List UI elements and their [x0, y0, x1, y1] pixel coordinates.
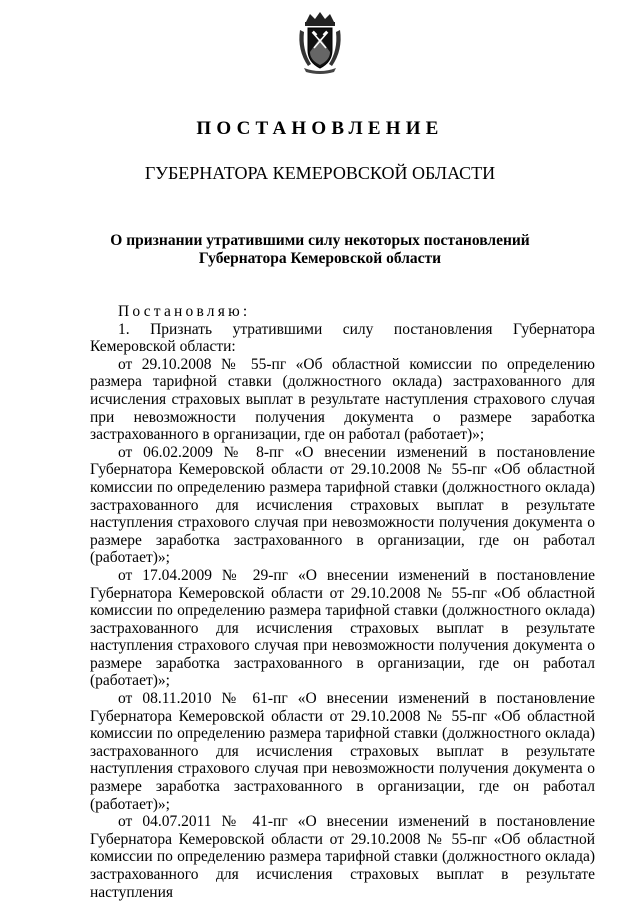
- decree-word: Постановляю:: [118, 303, 251, 320]
- coat-of-arms-icon: [296, 12, 344, 74]
- heading-line-2: Губернатора Кемеровской области: [198, 250, 442, 267]
- document-heading: [0, 232, 640, 268]
- paragraph-5: от 08.11.2010 № 61-пг «О внесении изменений в постановление Губернатора Кемеровской области от 29.10.2008 № 55-пг «Об областной комиссии по определению размера тарифной ставки (должностного оклада) застрахованного для исчисления страховых выплат в результате наступления страхового случая при невозможности получения документа о размере заработка застрахованного в организации, где он работал (работает)»;: [90, 690, 595, 813]
- document-body: [90, 303, 595, 901]
- paragraph-4: от 17.04.2009 № 29-пг «О внесении изменений в постановление Губернатора Кемеровской области от 29.10.2008 № 55-пг «Об областной комиссии по определению размера тарифной ставки (должностного оклада) застрахованного для исчисления страховых выплат в результате наступления страхового случая при невозможности получения документа о размере заработка застрахованного в организации, где он работал (работает)»;: [90, 566, 595, 690]
- document-title: ПОСТАНОВЛЕНИЕ: [196, 118, 444, 139]
- paragraph-2: от 29.10.2008 № 55-пг «Об областной комиссии по определению размера тарифной ставки (должностного оклада) застрахованного для исчисления страховых выплат в результате наступления страхового случая при невозможности получения документа о размере заработка застрахованного в организации, где он работал (работает)»;: [90, 355, 595, 444]
- paragraph-1: 1. Признать утратившими силу постановления Губернатора Кемеровской области:: [90, 320, 595, 356]
- document-subtitle: ГУБЕРНАТОРА КЕМЕРОВСКОЙ ОБЛАСТИ: [144, 163, 496, 183]
- heading-line-1: О признании утратившими силу некоторых постановлений: [110, 232, 530, 249]
- paragraph-6: от 04.07.2011 № 41-пг «О внесении изменений в постановление Губернатора Кемеровской области от 29.10.2008 № 55-пг «Об областной комиссии по определению размера тарифной ставки (должностного оклада) застрахованного для исчисления страховых выплат в результате наступления: [90, 813, 595, 901]
- paragraph-3: от 06.02.2009 № 8-пг «О внесении изменений в постановление Губернатора Кемеровской области от 29.10.2008 № 55-пг «Об областной комиссии по определению размера тарифной ставки (должностного оклада) застрахованного для исчисления страховых выплат в результате наступления страхового случая при невозможности получения документа о размере заработка застрахованного в организации, где он работал (работает)»;: [90, 443, 595, 567]
